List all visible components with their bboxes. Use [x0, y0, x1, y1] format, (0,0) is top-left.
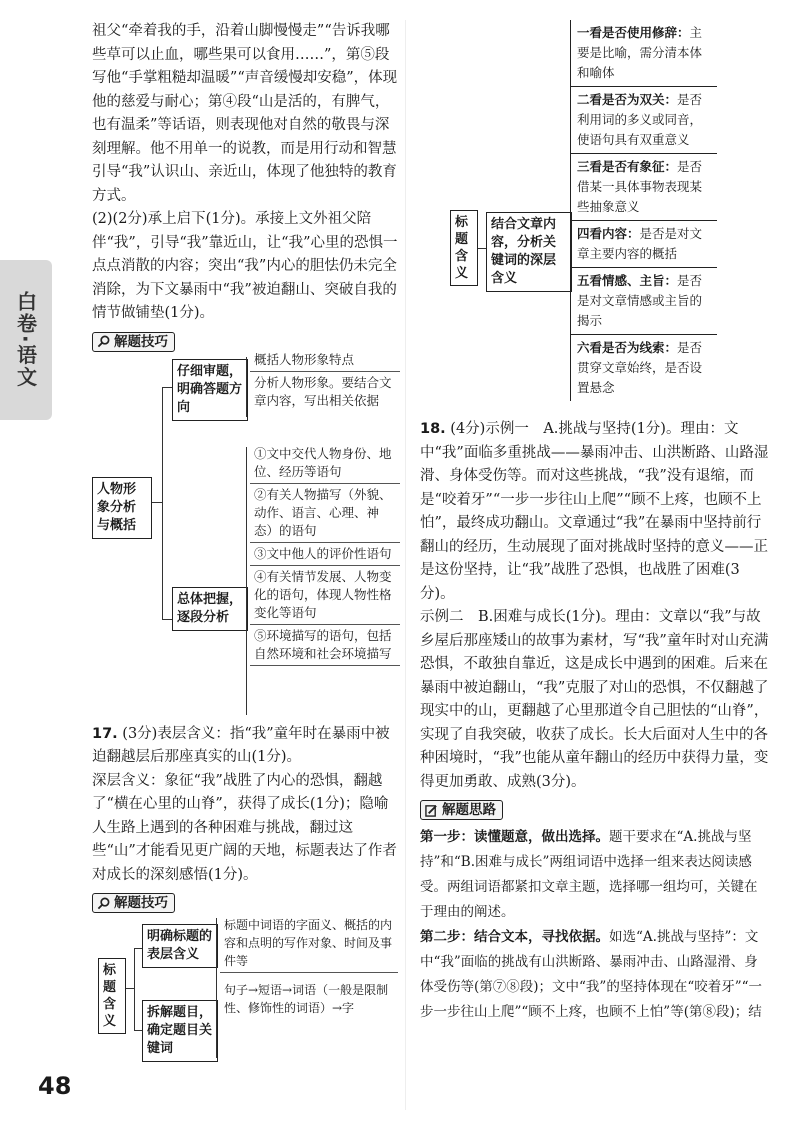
side-tab-label: 白卷·语文	[13, 291, 38, 389]
mm2-note: 标题中词语的字面义、概括的内容和点明的写作对象、时间及事件等	[220, 914, 398, 973]
row-body: 是否是对文章情感或主旨的揭示	[577, 273, 703, 328]
row-head: 二看是否为双关：	[577, 92, 678, 107]
mm1-note: ④有关情节发展、人物变化的语句，体现人物性格变化等语句	[250, 566, 400, 625]
table-row	[571, 154, 717, 221]
answer-paragraph-1: 祖父“牵着我的手，沿着山脚慢慢走”“告诉我哪些草可以止血，哪些果可以食用……”，第⑤段写他“手掌粗糙却温暖”“声音缓慢却安稳”，体现他的慈爱与耐心；第④段“山是活的，有脾气，也有温柔”等话语，则表现他对自然的敬畏与深刻理解。他不用单一的说教，而是用行动和智慧引导“我”认识山、亲近山，体现了他独特的教育方式。	[92, 23, 398, 204]
mm1-note: ②有关人物描写（外貌、动作、语言、心理、神态）的语句	[250, 484, 400, 543]
q18-example-1: (4分)示例一 A.挑战与坚持(1分)。理由：文中“我”面临多重挑战——暴雨冲击、山洪断路、山路湿滑、身体受伤等。而对这些挑战，“我”没有退缩，而是“咬着牙”“一步一步往山上爬”“顾不上疼，也顾不上怕”，最终成功翻山。文章通过“我”在暴雨中坚持前行翻山的经历，生动展现了面对挑战时坚持的意义——正是这份坚持，让“我”战胜了恐惧，也战胜了困难(3分)。	[420, 421, 769, 602]
mm2-root: 标题含义	[98, 958, 126, 1034]
mm2-branch-2: 拆解题目，确定题目关键词	[142, 1000, 218, 1062]
tip-tag	[92, 332, 175, 352]
step-2-head: 第二步：结合文本，寻找依据。	[420, 929, 609, 945]
q17-deep-meaning: 深层含义：象征“我”战胜了内心的恐惧，翻越了“横在心里的山脊”，获得了成长(1分)；隐喻人生路上遇到的各种困难与挑战，翻过这些“山”才能看见更广阔的天地，标题表达了作者对成长的深刻感悟(1分)。	[92, 772, 397, 883]
connector	[478, 248, 486, 249]
idea-tag	[420, 800, 503, 820]
table-mid: 结合文章内容，分析关键词的深层含义	[486, 212, 572, 292]
row-body: 是否是对文章主要内容的概括	[577, 226, 703, 261]
tip-tag-2	[92, 893, 175, 913]
mind-map-title	[92, 918, 398, 1058]
mm1-root: 人物形象分析与概括	[92, 477, 152, 539]
idea-label: 解题思路	[442, 802, 496, 818]
row-body: 主要是比喻，需分清本体和喻体	[577, 25, 703, 80]
mm1-note: ③文中他人的评价性语句	[250, 543, 400, 566]
table-row	[571, 20, 717, 87]
q18-example-2: 示例二 B.困难与成长(1分)。理由：文章以“我”与故乡屋后那座矮山的故事为素材，写“我”童年时对山充满恐惧，不敢独自靠近，这是成长中遇到的困难。后来在暴雨中被迫翻山，“我”克服了对山的恐惧，不仅翻越了现实中的山，更翻越了心里那道令自己胆怯的“山脊”，实现了自我突破，收获了成长。长大后面对人生中的各种困境时，“我”也能从童年翻山的经历中获得力量，变得更加勇敢、成熟(3分)。	[420, 609, 769, 790]
connector	[246, 447, 247, 715]
mm1-note: 分析人物形象。要结合文章内容，写出相关依据	[254, 374, 392, 408]
row-head: 一看是否使用修辞：	[577, 25, 690, 40]
mm1-branch-1: 仔细审题，明确答题方向	[172, 359, 248, 421]
row-body: 是否利用词的多义或同音，使语句具有双重意义	[577, 92, 703, 147]
right-column	[420, 20, 770, 1025]
title-meaning-table	[420, 20, 770, 395]
row-body: 是否借某一具体事物表现某些抽象意义	[577, 159, 703, 214]
column-divider	[405, 20, 406, 1110]
mm2-notes	[220, 914, 398, 1019]
tip-label: 解题技巧	[114, 895, 168, 911]
table-row	[571, 221, 717, 268]
page-number: 48	[38, 1072, 72, 1100]
step-1-body: 题干要求在“A.挑战与坚持”和“B.困难与成长”两组词语中选择一组来表达阅读感受。两组词语都紧扣文章主题，选择哪一组均可，关键在于理由的阐述。	[420, 829, 758, 920]
mm1-branch-2-notes	[250, 443, 400, 666]
table-root: 标题含义	[450, 210, 478, 286]
row-head: 五看情感、主旨：	[577, 273, 678, 288]
connector	[152, 502, 162, 503]
q18-answer	[420, 418, 770, 606]
connector	[162, 619, 172, 620]
magnifier-icon	[97, 897, 110, 910]
row-head: 三看是否有象征：	[577, 159, 678, 174]
connector	[246, 357, 247, 417]
connector	[162, 387, 172, 388]
table-row	[571, 335, 717, 401]
step-1-head: 第一步：读懂题意，做出选择。	[420, 829, 609, 845]
table-row	[571, 268, 717, 335]
mm1-branch-2: 总体把握，逐段分析	[172, 587, 248, 631]
mm1-note: 概括人物形象特点	[250, 349, 400, 372]
row-head: 四看内容：	[577, 226, 640, 241]
mm1-branch-1-notes	[250, 349, 400, 412]
q17-answer	[92, 723, 398, 770]
answer-paragraph-2: (2)(2分)承上启下(1分)。承接上文外祖父陪伴“我”，引导“我”靠近山，让“我”心里的恐惧一点点消散的内容；突出“我”内心的胆怯仍未完全消除，为下文暴雨中“我”被迫翻山、突破自我的情节做铺垫(1分)。	[92, 211, 398, 321]
step-1	[420, 825, 770, 925]
table-rows	[570, 20, 717, 401]
connector	[162, 387, 163, 619]
left-column	[92, 20, 398, 1058]
subject-side-tab	[0, 260, 52, 420]
mm1-note: ①文中交代人物身份、地位、经历等语句	[250, 443, 400, 484]
step-2-body: 如选“A.挑战与坚持”：文中“我”面临的挑战有山洪断路、暴雨冲击、山路湿滑、身体受伤等(第⑦⑧段)；文中“我”的坚持体现在“咬着牙”“一步一步往山上爬”“顾不上疼，也顾不上怕”等(第⑧段)；结	[420, 929, 763, 1020]
table-row	[571, 87, 717, 154]
connector	[134, 1030, 142, 1031]
mm1-note: ⑤环境描写的语句，包括自然环境和社会环境描写	[250, 625, 400, 666]
step-2	[420, 925, 770, 1025]
q17-text-a: (3分)表层含义：指“我”童年时在暴雨中被迫翻越层后那座真实的山(1分)。	[92, 725, 390, 765]
mm2-note: 句子→短语→词语（一般是限制性、修饰性的词语）→字	[224, 983, 389, 1015]
connector	[216, 918, 217, 1058]
q18-number: 18.	[420, 421, 446, 437]
magnifier-icon	[97, 335, 110, 348]
connector	[134, 948, 135, 1030]
q17-number: 17.	[92, 725, 118, 742]
tip-label: 解题技巧	[114, 333, 168, 350]
mind-map-character	[92, 351, 398, 715]
pencil-note-icon	[425, 804, 438, 817]
row-body: 是否贯穿文章始终，是否设置悬念	[577, 340, 703, 395]
mm2-branch-1: 明确标题的表层含义	[142, 924, 218, 968]
connector	[134, 948, 142, 949]
connector	[126, 988, 134, 989]
row-head: 六看是否为线索：	[577, 340, 678, 355]
